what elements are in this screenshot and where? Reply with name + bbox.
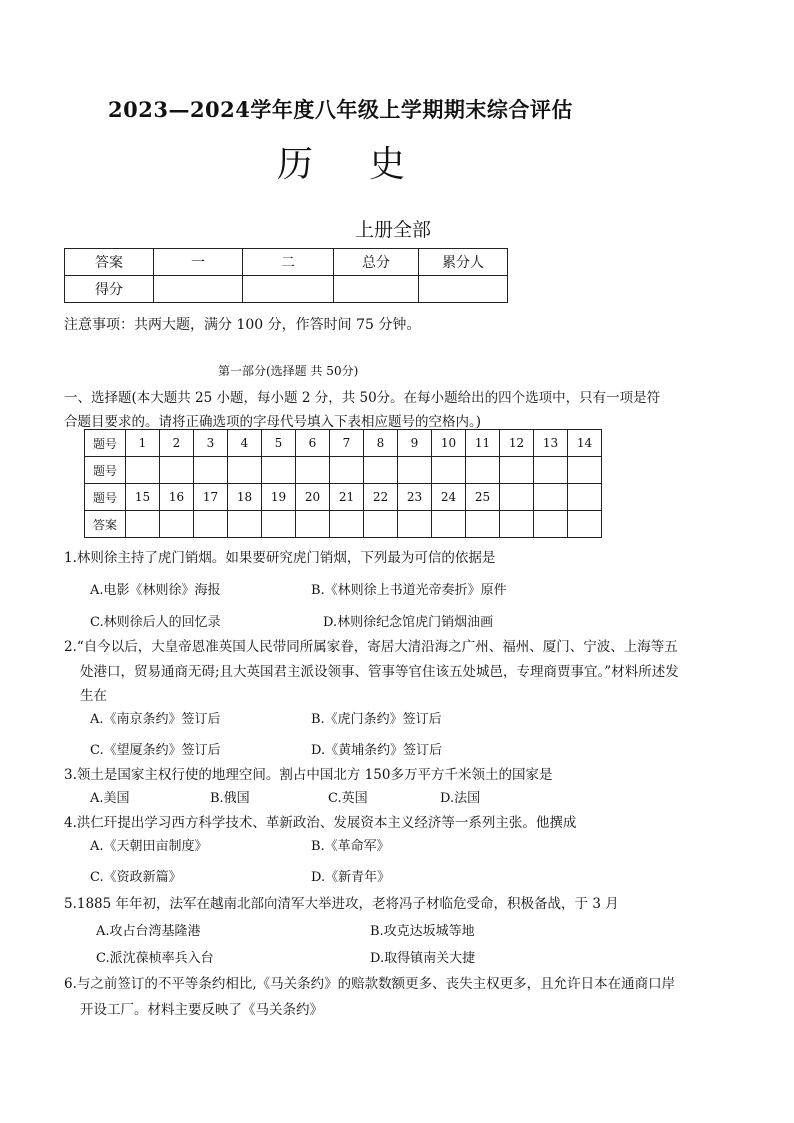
question-number: 3: [194, 430, 228, 457]
score-cell: 得分: [65, 276, 154, 303]
answer-cell[interactable]: [534, 457, 568, 484]
question-number: 23: [398, 484, 432, 511]
score-table: [64, 248, 508, 303]
question-number: [534, 484, 568, 511]
question-2-option-c[interactable]: C.《望厦条约》签订后: [90, 743, 221, 758]
answer-cell[interactable]: [534, 511, 568, 538]
question-6-stem-cont: 开设工厂。材料主要反映了《马关条约》: [80, 1002, 323, 1018]
question-number: 7: [330, 430, 364, 457]
score-input-cell[interactable]: [154, 276, 243, 303]
question-5-stem: 5.1885 年年初，法军在越南北部向清军大举进攻，老将冯子材临危受命，积极备战，于 3 月: [64, 896, 619, 912]
score-cell: 答案: [65, 249, 154, 276]
question-5-option-d[interactable]: D.取得镇南关大捷: [370, 951, 476, 966]
question-number: 24: [432, 484, 466, 511]
row-label: 题号: [85, 484, 126, 511]
question-3-option-a[interactable]: A.美国: [90, 791, 130, 806]
answer-cell[interactable]: [262, 511, 296, 538]
score-table-row: [65, 249, 508, 276]
question-4-option-b[interactable]: B.《革命军》: [311, 839, 390, 854]
question-1-option-d[interactable]: D.林则徐纪念馆虎门销烟油画: [323, 615, 494, 630]
question-1-option-c[interactable]: C.林则徐后人的回忆录: [90, 615, 221, 630]
question-number: 18: [228, 484, 262, 511]
question-number: 1: [126, 430, 160, 457]
question-3-stem: 3.领土是国家主权行使的地理空间。割占中国北方 150多万平方千米领土的国家是: [64, 767, 553, 783]
question-2-stem-cont: 生在: [80, 688, 107, 704]
question-number: 9: [398, 430, 432, 457]
question-5-option-b[interactable]: B.攻克达坂城等地: [370, 924, 475, 939]
answer-cell[interactable]: [126, 457, 160, 484]
question-3-option-b[interactable]: B.俄国: [210, 791, 250, 806]
question-2-stem-cont: 处港口，贸易通商无碍;且大英国君主派设领事、管事等官住该五处城邑，专理商贾事宜。”材料所述发: [80, 664, 679, 680]
answer-cell[interactable]: [466, 511, 500, 538]
score-table-row: [65, 276, 508, 303]
answer-cell[interactable]: [296, 457, 330, 484]
question-number: [568, 484, 602, 511]
score-input-cell[interactable]: [334, 276, 419, 303]
question-number: 2: [160, 430, 194, 457]
answer-cell[interactable]: [364, 511, 398, 538]
scope-label: 上册全部: [355, 219, 432, 241]
question-2-option-d[interactable]: D.《黄埔条约》签订后: [311, 743, 443, 758]
question-6-stem: 6.与之前签订的不平等条约相比,《马关条约》的赔款数额更多、丧失主权更多，且允许日本在通商口岸: [64, 976, 676, 992]
row-label: 答案: [85, 511, 126, 538]
question-number: 11: [466, 430, 500, 457]
answer-cell[interactable]: [194, 511, 228, 538]
section-instructions: [64, 386, 660, 434]
question-number: 8: [364, 430, 398, 457]
question-number: 4: [228, 430, 262, 457]
question-1-stem: 1.林则徐主持了虎门销烟。如果要研究虎门销烟，下列最为可信的依据是: [64, 550, 496, 566]
row-label: 题号: [85, 457, 126, 484]
score-input-cell[interactable]: [243, 276, 334, 303]
answer-cell[interactable]: [160, 457, 194, 484]
instruction-line: 一、选择题(本大题共 25 小题，每小题 2 分，共 50分。在每小题给出的四个选项中，只有一项是符: [64, 390, 661, 406]
question-3-option-d[interactable]: D.法国: [440, 791, 481, 806]
part-one-title: 第一部分(选择题 共 50分): [218, 364, 359, 378]
answer-table: [84, 429, 602, 538]
subject-title: 历史: [277, 144, 462, 185]
answer-cell[interactable]: [364, 457, 398, 484]
answer-cell[interactable]: [330, 457, 364, 484]
exam-note: 注意事项：共两大题，满分 100 分，作答时间 75 分钟。: [64, 317, 421, 333]
question-2-option-a[interactable]: A.《南京条约》签订后: [90, 712, 221, 727]
answer-cell[interactable]: [568, 511, 602, 538]
answer-cell[interactable]: [160, 511, 194, 538]
question-number: 12: [500, 430, 534, 457]
question-1-option-b[interactable]: B.《林则徐上书道光帝奏折》原件: [311, 583, 507, 598]
question-number: 25: [466, 484, 500, 511]
question-number: 6: [296, 430, 330, 457]
answer-cell[interactable]: [432, 511, 466, 538]
answer-cell[interactable]: [568, 457, 602, 484]
question-number: 15: [126, 484, 160, 511]
question-2-option-b[interactable]: B.《虎门条约》签订后: [311, 712, 442, 727]
question-4-option-d[interactable]: D.《新青年》: [311, 870, 391, 885]
answer-cell[interactable]: [194, 457, 228, 484]
question-number: 17: [194, 484, 228, 511]
answer-cell[interactable]: [398, 457, 432, 484]
question-number: 16: [160, 484, 194, 511]
question-number: [500, 484, 534, 511]
question-3-option-c[interactable]: C.英国: [328, 791, 368, 806]
answer-cell[interactable]: [432, 457, 466, 484]
question-number: 5: [262, 430, 296, 457]
exam-title: 2023—2024学年度八年级上学期期末综合评估: [108, 97, 573, 122]
answer-table-row: [85, 430, 602, 457]
answer-cell[interactable]: [500, 511, 534, 538]
question-5-option-a[interactable]: A.攻占台湾基隆港: [96, 924, 201, 939]
question-5-option-c[interactable]: C.派沈葆桢率兵入台: [96, 951, 214, 966]
answer-cell[interactable]: [398, 511, 432, 538]
question-number: 19: [262, 484, 296, 511]
answer-cell[interactable]: [466, 457, 500, 484]
question-number: 22: [364, 484, 398, 511]
answer-cell[interactable]: [228, 511, 262, 538]
score-cell: 总分: [334, 249, 419, 276]
score-cell: 二: [243, 249, 334, 276]
answer-table-row: [85, 457, 602, 484]
answer-table-row: [85, 511, 602, 538]
question-4-stem: 4.洪仁玕提出学习西方科学技术、革新政治、发展资本主义经济等一系列主张。他撰成: [64, 815, 577, 831]
answer-cell[interactable]: [228, 457, 262, 484]
question-number: 10: [432, 430, 466, 457]
question-number: 13: [534, 430, 568, 457]
score-cell: 累分人: [419, 249, 508, 276]
answer-table-row: [85, 484, 602, 511]
answer-cell[interactable]: [500, 457, 534, 484]
row-label: 题号: [85, 430, 126, 457]
question-number: 21: [330, 484, 364, 511]
question-4-option-c[interactable]: C.《资政新篇》: [90, 870, 182, 885]
score-cell: 一: [154, 249, 243, 276]
question-4-option-a[interactable]: A.《天朝田亩制度》: [90, 839, 208, 854]
answer-cell[interactable]: [330, 511, 364, 538]
instruction-line: 合题目要求的。请将正确选项的字母代号填入下表相应题号的空格内。): [64, 414, 482, 430]
question-number: 14: [568, 430, 602, 457]
score-input-cell[interactable]: [419, 276, 508, 303]
question-number: 20: [296, 484, 330, 511]
question-1-option-a[interactable]: A.电影《林则徐》海报: [90, 583, 221, 598]
question-2-stem: 2.“自今以后，大皇帝恩准英国人民带同所属家眷，寄居大清沿海之广州、福州、厦门、宁波、上海等五: [64, 639, 678, 655]
answer-cell[interactable]: [262, 457, 296, 484]
answer-cell[interactable]: [126, 511, 160, 538]
answer-cell[interactable]: [296, 511, 330, 538]
